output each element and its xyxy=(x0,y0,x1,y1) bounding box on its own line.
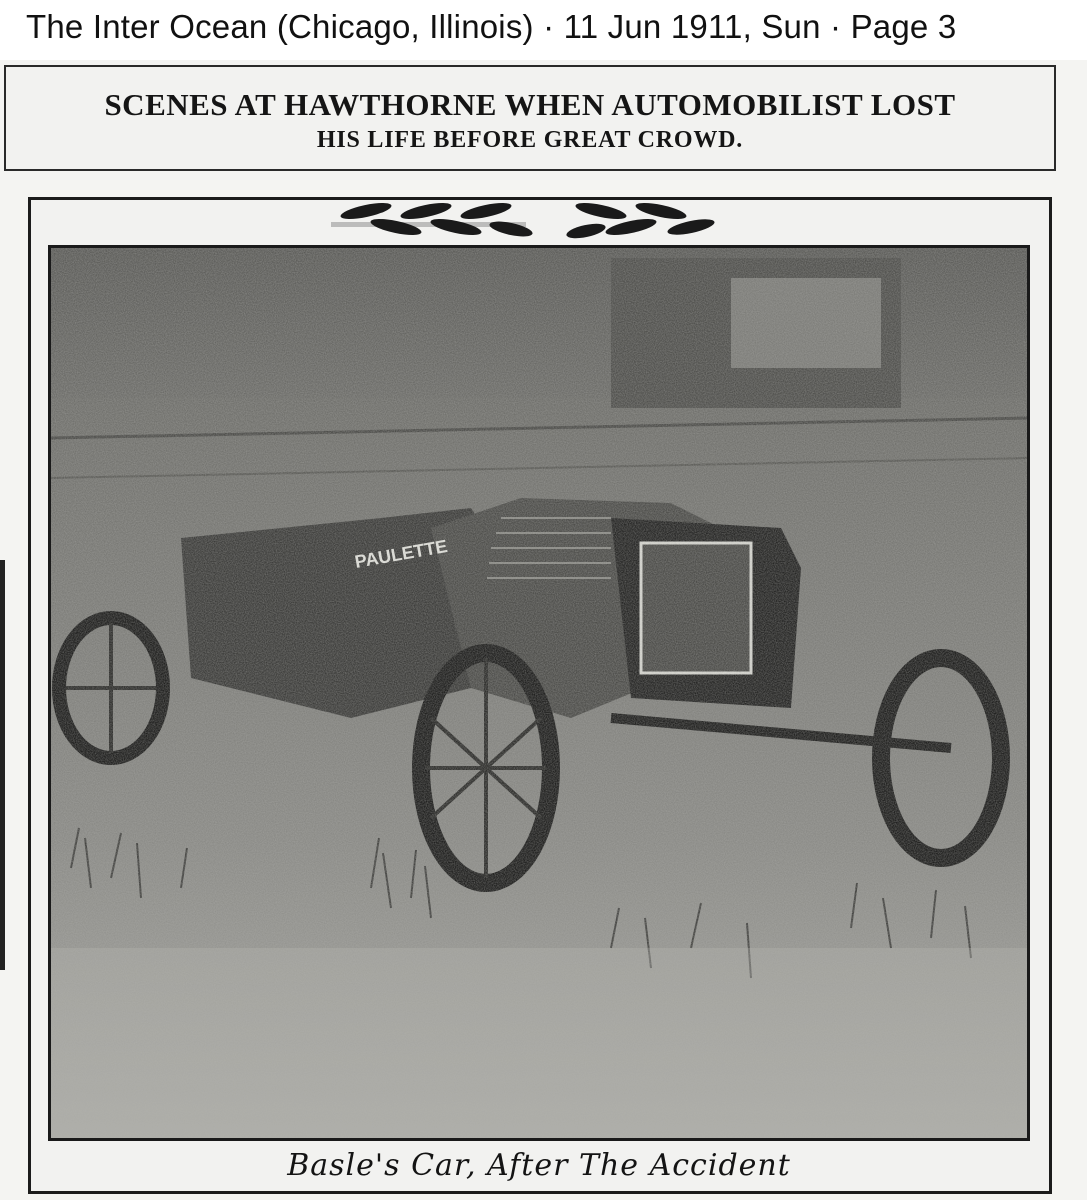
headline-line-2: HIS LIFE BEFORE GREAT CROWD. xyxy=(316,127,744,153)
source-citation: The Inter Ocean (Chicago, Illinois) · 11 Jun 1911, Sun · Page 3 xyxy=(26,8,957,45)
headline-box xyxy=(4,65,1056,171)
headline-line-1: SCENES AT HAWTHORNE WHEN AUTOMOBILIST LOST xyxy=(104,87,956,122)
adjacent-column-edge xyxy=(0,560,5,970)
laurel-ornament-icon xyxy=(326,197,726,247)
car-photograph xyxy=(48,245,1030,1141)
photo-illustration xyxy=(51,248,1027,1138)
source-header xyxy=(0,0,1087,60)
photo-caption: Basle's Car, After The Accident xyxy=(287,1148,791,1183)
